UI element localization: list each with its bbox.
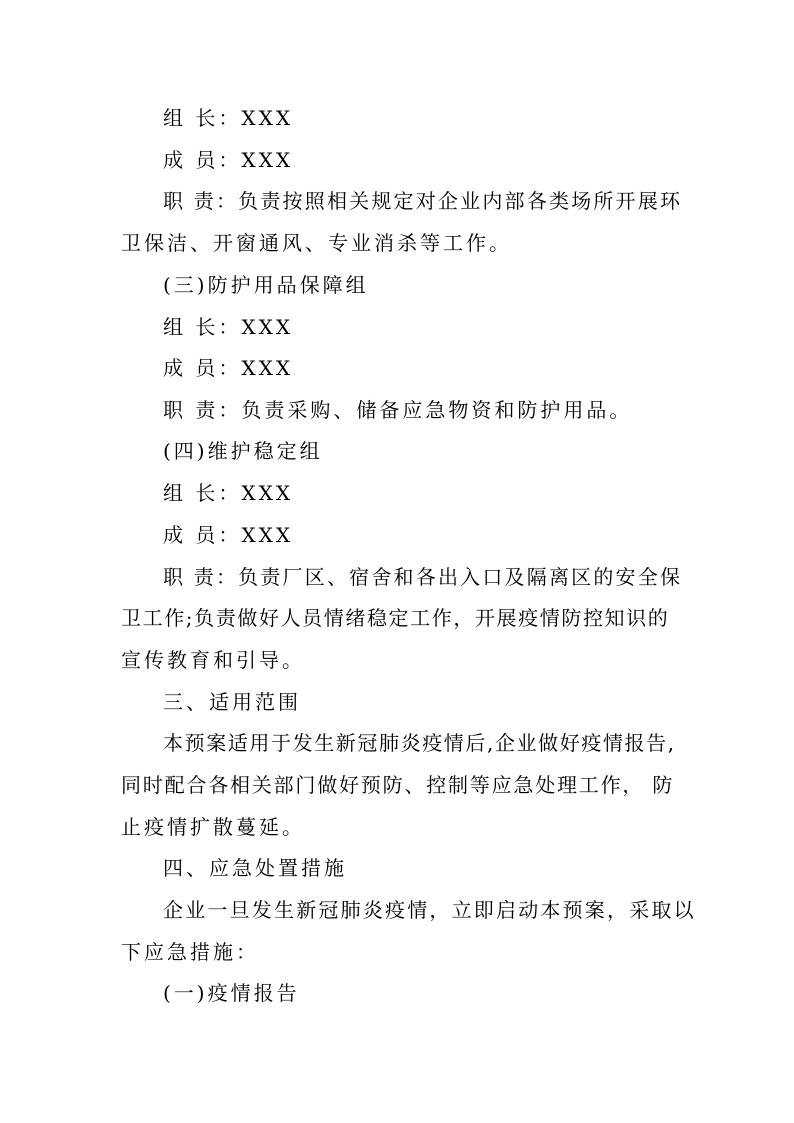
body-paragraph-line: 企业一旦发生新冠肺炎疫情，立即启动本预案，采取以 [163, 898, 696, 922]
duty-line: 职 责：负责按照相关规定对企业内部各类场所开展环 [163, 189, 683, 213]
chapter-heading: 三、适用范围 [163, 690, 301, 714]
group-leader-line: 组 长：XXX [163, 481, 294, 505]
section-heading: (一)疫情报告 [163, 981, 300, 1005]
body-paragraph-line: 下应急措施： [121, 940, 259, 964]
group-member-line: 成 员：XXX [163, 148, 294, 172]
chapter-heading: 四、应急处置措施 [163, 856, 347, 880]
duty-line-continued: 宣传教育和引导。 [121, 648, 305, 672]
group-leader-line: 组 长：XXX [163, 106, 294, 130]
group-leader-line: 组 长：XXX [163, 315, 294, 339]
duty-line-continued: 卫保洁、开窗通风、专业消杀等工作。 [121, 231, 512, 255]
body-paragraph-line: 止疫情扩散蔓延。 [121, 815, 305, 839]
body-paragraph-line: 同时配合各相关部门做好预防、控制等应急处理工作， 防 [121, 773, 675, 797]
body-paragraph-line: 本预案适用于发生新冠肺炎疫情后,企业做好疫情报告, [163, 731, 676, 755]
section-heading: (四)维护稳定组 [163, 439, 323, 463]
group-member-line: 成 员：XXX [163, 356, 294, 380]
duty-line: 职 责：负责采购、储备应急物资和防护用品。 [163, 398, 633, 422]
section-heading: (三)防护用品保障组 [163, 273, 369, 297]
group-member-line: 成 员：XXX [163, 523, 294, 547]
duty-line-continued: 卫工作;负责做好人员情绪稳定工作，开展疫情防控知识的 [121, 606, 670, 630]
duty-line: 职 责：负责厂区、宿舍和各出入口及隔离区的安全保 [163, 565, 683, 589]
